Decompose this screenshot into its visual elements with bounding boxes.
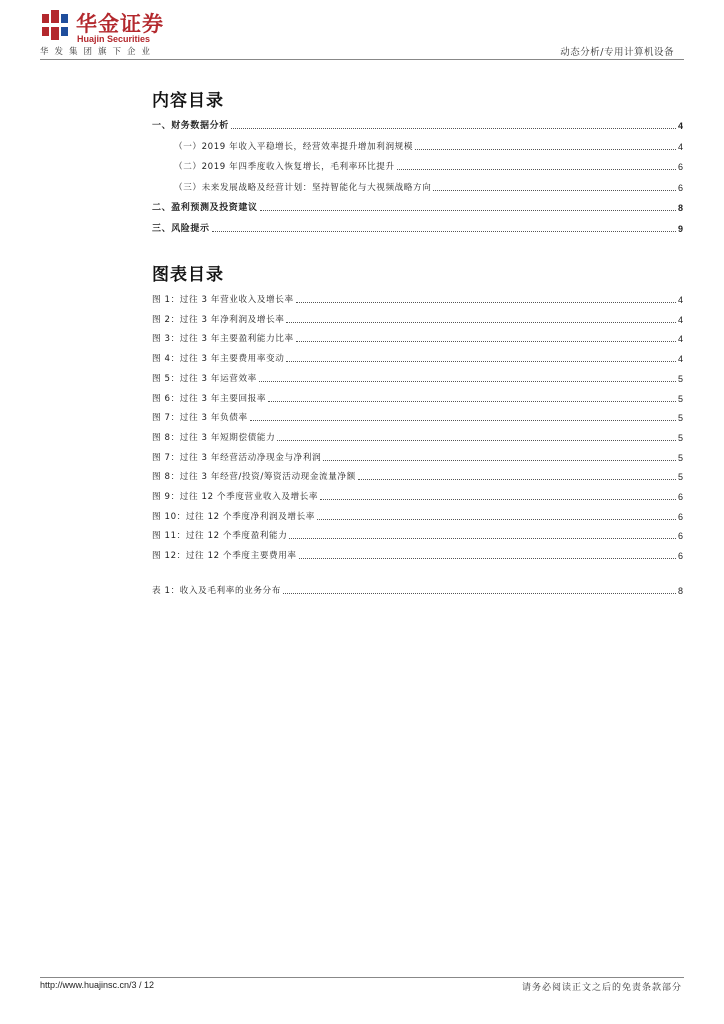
toc-entry-title: 图 7：过往 3 年经营活动净现金与净利润 [152,452,322,463]
toc-entry-title: 图 3：过往 3 年主要盈利能力比率 [152,334,294,345]
toc-dot-leader [296,302,676,303]
toc-entry-page: 5 [677,432,683,443]
toc-entry[interactable] [152,351,683,365]
huajin-logo-icon [40,10,70,40]
toc-entry-title: 图 6：过往 3 年主要回报率 [152,393,267,404]
toc-entry[interactable] [152,410,683,424]
toc-entry-page: 8 [677,203,683,213]
toc-dot-leader [358,479,676,480]
toc-dot-leader [433,190,676,191]
toc-entry[interactable] [152,528,683,542]
toc-entry[interactable] [152,180,683,194]
toc-entry-page: 5 [677,472,683,483]
toc-entry-title: 三、风险提示 [152,223,210,234]
toc-entry[interactable] [152,583,683,597]
toc-dot-leader [317,519,676,520]
toc-entry-page: 6 [677,162,683,172]
toc-entry-title: 图 12：过往 12 个季度主要费用率 [152,551,297,562]
toc-entry-title: 图 4：过往 3 年主要费用率变动 [152,354,285,365]
brand-tagline: 华发集团旗下企业 [40,47,157,57]
toc-entry-page: 4 [677,121,683,131]
toc-entry-title: 图 1：过往 3 年营业收入及增长率 [152,295,294,305]
toc-dot-leader [397,169,676,170]
toc-entry-page: 9 [677,223,683,234]
toc-entry-title: 表 1：收入及毛利率的业务分布 [152,586,281,596]
toc-dot-leader [277,440,676,441]
toc-entry-page: 4 [677,354,683,365]
toc-entry-page: 5 [677,452,683,463]
toc-entry-title: 图 8：过往 3 年经营/投资/筹资活动现金流量净额 [152,472,356,483]
toc-entry-title: 图 7：过往 3 年负债率 [152,413,248,424]
toc-entry-page: 6 [677,511,683,522]
toc-entry-page: 6 [677,492,683,502]
toc-entry-page: 4 [677,334,683,345]
toc-entry-title: 图 9：过往 12 个季度营业收入及增长率 [152,492,319,502]
toc-entry-page: 4 [677,314,683,325]
toc-entry[interactable] [152,331,683,345]
toc-entry[interactable] [152,450,683,464]
toc-entry-title: 图 11：过往 12 个季度盈利能力 [152,531,288,542]
contents-title: 内容目录 [152,91,224,111]
toc-entry[interactable] [152,200,683,214]
toc-dot-leader [212,231,676,232]
brand-name-cn: 华金证券 [76,12,164,36]
toc-dot-leader [283,593,676,594]
toc-entry-page: 6 [677,531,683,542]
toc-entry[interactable] [152,371,683,385]
toc-entry-page: 4 [677,141,683,152]
figures-title: 图表目录 [152,265,224,285]
toc-entry[interactable] [152,509,683,523]
toc-entry-title: 图 2：过往 3 年净利润及增长率 [152,314,285,325]
toc-entry-title: 二、盈利预测及投资建议 [152,203,258,213]
toc-entry[interactable] [152,159,683,173]
toc-entry[interactable] [152,548,683,562]
document-type: 动态分析/专用计算机设备 [560,47,674,58]
toc-dot-leader [296,341,676,342]
toc-entry-title: （一）2019 年收入平稳增长，经营效率提升增加利润规模 [174,141,414,152]
toc-entry-title: 一、财务数据分析 [152,121,229,131]
toc-entry[interactable] [152,139,683,153]
footer-disclaimer: 请务必阅读正文之后的免责条款部分 [521,983,682,993]
toc-entry-page: 5 [677,413,683,424]
toc-dot-leader [323,460,676,461]
toc-entry-title: 图 5：过往 3 年运营效率 [152,373,257,384]
toc-dot-leader [320,499,676,500]
toc-entry[interactable] [152,469,683,483]
toc-entry[interactable] [152,312,683,326]
toc-dot-leader [286,361,676,362]
toc-dot-leader [260,210,676,211]
toc-dot-leader [286,322,676,323]
header-divider [40,59,684,60]
toc-entry[interactable] [152,391,683,405]
toc-entry-page: 5 [677,393,683,404]
toc-dot-leader [289,538,676,539]
toc-entry[interactable] [152,221,683,235]
footer-url-page[interactable]: http://www.huajinsc.cn/3 / 12 [40,980,155,990]
toc-dot-leader [259,381,676,382]
page-header [40,8,684,60]
toc-dot-leader [268,401,676,402]
toc-entry[interactable] [152,430,683,444]
toc-dot-leader [299,558,676,559]
toc-entry-page: 6 [677,551,683,562]
toc-entry[interactable] [152,118,683,132]
toc-dot-leader [231,128,676,129]
brand-name-en: Huajin Securities [77,34,151,44]
toc-dot-leader [415,149,676,150]
toc-entry-title: 图 8：过往 3 年短期偿债能力 [152,432,276,443]
toc-entry[interactable] [152,489,683,503]
toc-entry-page: 4 [677,295,683,305]
toc-entry-page: 5 [677,373,683,384]
toc-entry[interactable] [152,292,683,306]
toc-entry-title: （三）未来发展战略及经营计划：坚持智能化与大视频战略方向 [174,182,432,193]
toc-entry-page: 8 [677,586,683,596]
footer-divider [40,977,684,978]
toc-dot-leader [250,420,676,421]
toc-entry-page: 6 [677,182,683,193]
toc-entry-title: （二）2019 年四季度收入恢复增长，毛利率环比提升 [174,162,395,172]
toc-entry-title: 图 10：过往 12 个季度净利润及增长率 [152,511,315,522]
